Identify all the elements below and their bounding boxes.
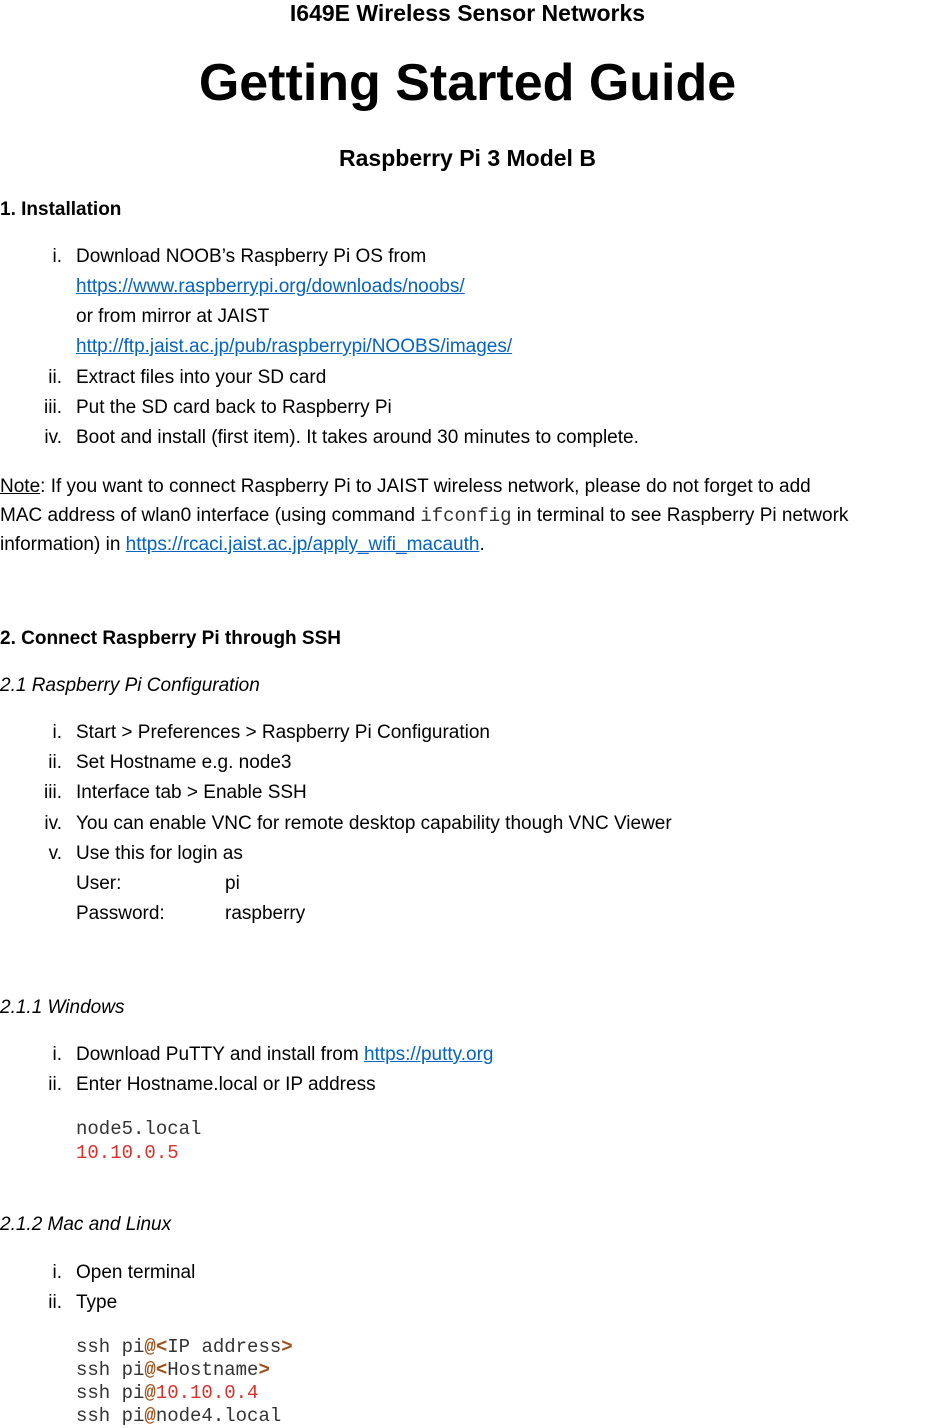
code-at: @ [144,1405,156,1427]
course-title: I649E Wireless Sensor Networks [289,0,646,26]
code-placeholder: IP address [167,1336,282,1358]
list-item: Open terminal [76,1262,196,1283]
code-line [76,1382,258,1405]
code-command: ssh pi [76,1359,145,1381]
password-value: raspberry [225,903,306,924]
list-number: ii. [48,752,62,773]
list-number: ii. [48,367,62,388]
page-subtitle: Raspberry Pi 3 Model B [339,145,596,171]
code-lt: < [155,1336,168,1358]
list-item: Type [76,1292,118,1313]
code-line [76,1336,293,1359]
ifconfig-command: ifconfig [420,505,512,527]
subsection-heading-config: 2.1 Raspberry Pi Configuration [0,675,260,696]
code-gt: > [281,1336,293,1358]
code-ip-address: 10.10.0.4 [155,1382,259,1404]
wifi-macauth-link[interactable]: https://rcaci.jaist.ac.jp/apply_wifi_macauth [125,534,480,555]
list-item: Enter Hostname.local or IP address [76,1074,376,1095]
list-item: Start > Preferences > Raspberry Pi Configuration [76,722,490,743]
note-text: information) in [0,534,126,555]
list-item: Extract files into your SD card [76,367,327,388]
note-line-1 [0,476,811,499]
note-text: in terminal to see Raspberry Pi network [511,505,849,526]
user-value: pi [225,873,240,894]
list-item: Use this for login as [76,843,243,864]
code-line [76,1359,270,1382]
mirror-text: or from mirror at JAIST [76,306,270,327]
code-at: @ [144,1382,156,1404]
code-at: @ [144,1336,156,1358]
note-line-3 [0,534,485,557]
list-item: Boot and install (first item). It takes around 30 minutes to complete. [76,427,639,448]
list-item: Put the SD card back to Raspberry Pi [76,397,392,418]
list-number: iii. [44,782,62,803]
list-number: i. [52,722,62,743]
list-item: Interface tab > Enable SSH [76,782,307,803]
section-heading-ssh: 2. Connect Raspberry Pi through SSH [0,628,341,649]
noobs-download-link[interactable]: https://www.raspberrypi.org/downloads/noobs/ [76,276,465,297]
list-number: v. [48,843,62,864]
note-text: : If you want to connect Raspberry Pi to JAIST wireless network, please do not forget to add [40,476,811,497]
code-line [76,1405,281,1428]
list-number: iii. [44,397,62,418]
password-label: Password: [76,903,165,924]
list-number: iv. [44,813,62,834]
section-heading-installation: 1. Installation [0,199,122,220]
note-label: Note [0,476,41,497]
code-command: ssh pi [76,1336,145,1358]
list-number: ii. [48,1074,62,1095]
code-gt: > [258,1359,270,1381]
list-item: Download NOOB’s Raspberry Pi OS from [76,246,427,267]
list-item-text: Download PuTTY and install from [76,1044,364,1065]
code-hostname: node5.local [76,1118,202,1140]
code-command: ssh pi [76,1382,145,1404]
list-number: i. [52,1262,62,1283]
subsection-heading-mac-linux: 2.1.2 Mac and Linux [0,1214,172,1235]
code-lt: < [155,1359,168,1381]
list-number: ii. [48,1292,62,1313]
list-item [76,1044,494,1067]
code-hostname: node4.local [155,1405,282,1427]
code-placeholder: Hostname [167,1359,259,1381]
user-label: User: [76,873,122,894]
list-item: Set Hostname e.g. node3 [76,752,292,773]
code-ip-address: 10.10.0.5 [76,1142,179,1164]
note-text: MAC address of wlan0 interface (using command [0,505,421,526]
putty-link[interactable]: https://putty.org [363,1044,494,1065]
list-number: i. [52,1044,62,1065]
jaist-mirror-link[interactable]: http://ftp.jaist.ac.jp/pub/raspberrypi/NOOBS/images/ [76,336,513,357]
list-number: iv. [44,427,62,448]
code-command: ssh pi [76,1405,145,1427]
subsection-heading-windows: 2.1.1 Windows [0,997,125,1018]
code-at: @ [144,1359,156,1381]
page-title: Getting Started Guide [198,54,737,112]
list-number: i. [52,246,62,267]
note-text: . [479,534,485,555]
note-line-2 [0,505,848,528]
list-item: You can enable VNC for remote desktop capability though VNC Viewer [76,813,672,834]
